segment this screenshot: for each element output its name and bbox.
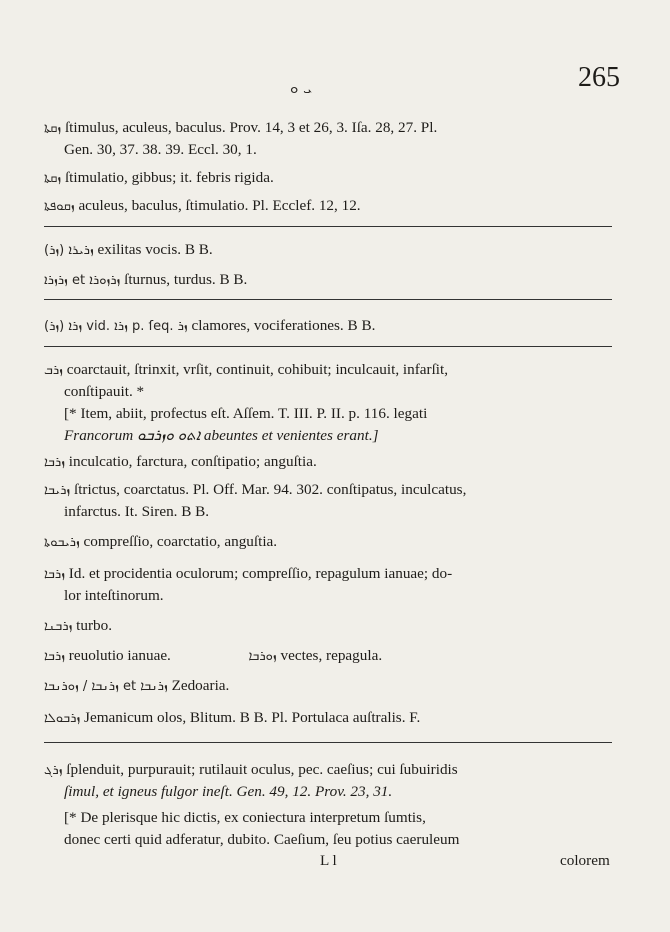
entry-15 [44,676,642,697]
headword: ܙܪܒܢܐ [44,619,73,634]
signature-mark: L l [320,852,337,869]
entry-7 [44,360,642,381]
entry-12 [44,564,642,585]
entry-4 [44,240,642,261]
headword: ܙܪܒ [44,363,63,378]
entry-18-cont: donec certi quid adferatur, dubito. Caeſium, ſeu potius caeruleum [64,831,460,848]
entry-2 [44,168,642,189]
section-rule [44,742,612,743]
headword: ܙܩܘܦܬܐ [44,199,75,214]
headword: ܙܪܝܒܐ [44,483,71,498]
entry-text: ſturnus, turdus. B B. [124,271,248,288]
headword: ܙܪܝܒܘܬܐ [44,535,80,550]
entry-text: reuolutio ianuae. [68,647,171,664]
entry-16 [44,708,642,729]
entry-17 [44,760,642,781]
entry-12-cont: lor inteſtinorum. [64,587,164,604]
entry-10-cont: infarctus. It. Siren. B B. [64,503,210,520]
headword: ܙܩܬܐ [44,121,62,136]
entry-18: [* De plerisque hic dictis, ex coniectura interpretum ſumtis, [64,809,426,826]
running-head: ܝ ܘ [290,79,312,97]
entry-text: Jemanicum olos, Blitum. B B. Pl. Portulaca auſtralis. F. [84,709,421,726]
entry-text: ſtimulatio, gibbus; it. febris rigida. [64,169,274,186]
entry-text: coarctauit, ſtrinxit, vrſit, continuit, cohibuit; inculcauit, infarſit, [66,361,449,378]
entry-13 [44,616,642,637]
entry-text: compreſſio, coarctatio, anguſtia. [83,533,278,550]
entry-14 [44,646,642,667]
entry-10 [44,480,642,501]
entry-17-cont: ſimul, et igneus fulgor ineſt. Gen. 49, 12. Prov. 23, 31. [64,783,393,800]
section-rule [44,299,612,300]
entry-8-cont: Francorum ܐܬܘ ܘܙܪܒܘ abeuntes et venientes erant.] [64,427,379,444]
entry-text: inculcatio, farctura, conſtipatio; anguſtia. [68,453,317,470]
headword: ܙܘܪܒܐ [248,649,277,664]
entry-text: Id. et procidentia oculorum; compreſſio, repagulum ianuae; do- [68,565,453,582]
entry-8: [* Item, abiit, profectus eſt. Aſſem. T. III. P. II. p. 116. legati [64,405,428,422]
headword: (ܙܪ) ܙܪܐ vid. ܙܪܐ p. ſeq. ܙܪ [44,319,188,334]
headword: (ܙܪ) ܙܪܝܪܐ [44,243,94,258]
headword: ܙܪܒܐ [44,455,65,470]
headword: ܙܪܢܒܐ / ܙܘܪܢܒܐ et ܙܪܢܒܐ [44,679,168,694]
entry-6 [44,316,642,337]
entry-9 [44,452,642,473]
entry-11 [44,532,642,553]
page-number: 265 [578,62,620,93]
entry-text: vectes, repagula. [280,647,383,664]
entry-5 [44,270,642,291]
entry-text: ſtrictus, coarctatus. Pl. Off. Mar. 94. 302. conſtipatus, inculcatus, [73,481,467,498]
entry-text: aculeus, baculus, ſtimulatio. Pl. Ecclef. 12, 12. [78,197,361,214]
catchword: colorem [560,852,610,869]
headword: ܙܪܓ [44,763,63,778]
headword: ܙܩܬܐ [44,171,62,186]
entry-text: ſplenduit, purpurauit; rutilauit oculus, pec. caeſius; cui ſubuiridis [66,761,458,778]
entry-text: clamores, vociferationes. B B. [191,317,376,334]
entry-1-cont: Gen. 30, 37. 38. 39. Eccl. 30, 1. [64,141,257,158]
entry-text: Zedoaria. [171,677,230,694]
entry-text: ſtimulus, aculeus, baculus. Prov. 14, 3 et 26, 3. Iſa. 28, 27. Pl. [64,119,438,136]
section-rule [44,226,612,227]
section-rule [44,346,612,347]
entry-text: exilitas vocis. B B. [97,241,213,258]
entry-3 [44,196,642,217]
entry-1 [44,118,642,139]
headword: ܙܪܒܐ [44,649,65,664]
entry-7-cont: conſtipauit. * [64,383,145,400]
headword: ܙܪܙܪܐ et ܙܪܙܘܪܐ [44,273,121,288]
headword: ܙܪܒܐ [44,567,65,582]
headword: ܙܪܒܘܠܐ [44,711,81,726]
entry-text: turbo. [76,617,112,634]
